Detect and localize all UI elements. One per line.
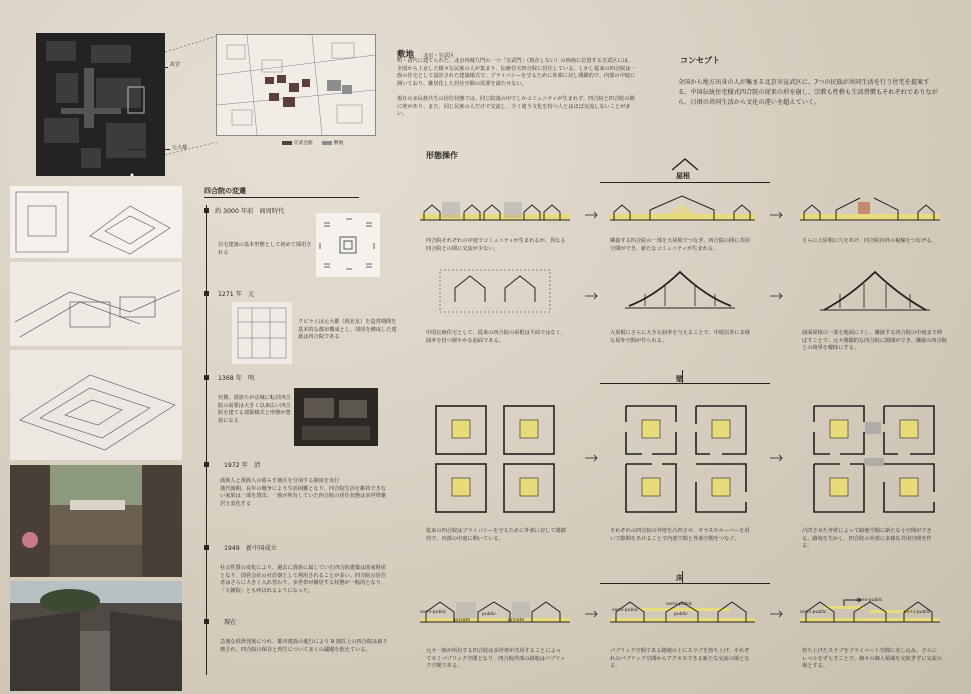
floor-caption-1: 元々一族が所有する四合院は多世帯が共用することによってセミパブリック空間となり、四合院外部の路地はパブリック空間である。 <box>426 648 566 670</box>
wall-caption-3: 凸凹させた外壁によって路地空間に新たな小空間ができる。路地を生かし、四合院の外部に多様な共用空間を作る。 <box>802 528 932 550</box>
wall-rule <box>600 383 770 384</box>
roof-section-3 <box>820 266 930 316</box>
tag-semi-public: semi-public <box>666 602 693 607</box>
sketch-lines <box>10 350 182 460</box>
wall-caption-1: 従来の四合院はプライバシーを守るために外部に対して閉鎖的で、内部の中庭に開いている。 <box>426 528 566 542</box>
timeline-era: 1949 新中国成立 <box>224 545 277 552</box>
satellite-texture <box>36 33 165 176</box>
timeline-era: 約 3000 年前 商周時代 <box>215 208 285 215</box>
map-grid <box>232 302 292 364</box>
site-plan-drawing <box>217 35 375 135</box>
legend-swatch-site <box>322 141 332 145</box>
roof-caption-5: 大屋根にさらに大きな曲率を与えることで、中庭以外に多様な屋外空間が作られる。 <box>610 330 750 344</box>
roof-diagram-3 <box>800 194 940 230</box>
arrow-icon <box>585 455 599 461</box>
site-subtitle: 北京・宣武区 <box>423 53 455 59</box>
arrow-icon <box>770 293 784 299</box>
arrow-icon <box>585 212 599 218</box>
label-yuandadu: 元大都 <box>172 145 188 151</box>
satellite-map <box>36 33 165 176</box>
label-gugong: 故宮 <box>170 62 181 68</box>
wall-diagram-1 <box>432 402 560 514</box>
roof-icon <box>670 156 700 172</box>
tag-private: private <box>454 618 471 623</box>
photo-shapes <box>10 465 182 577</box>
roof-caption-1: 四合院それぞれの中庭でコミュニティが生まれるが、異なる四合院との間に交流が少ない。 <box>426 238 566 252</box>
timeline-text: 急速な経済発展につれ、都市建設の進行により 9 割以上の四合院は取り壊され、四合院の保存と再生について多くの議題を抱えている。 <box>220 639 388 653</box>
bagua-diagram <box>316 213 380 277</box>
floor-rule <box>600 583 770 584</box>
history-title-rule <box>204 197 359 198</box>
timeline-text: 満族人と漢族人の暮らす地区を分別する制度を実行 漢代後期、長年の戦争により生活困難となり、四合院生活を維持できない家族は一部を貸出、一族が所有していた四合院の居住状態は多世帯雑居と変化する <box>220 478 387 507</box>
wall-caption-2: それぞれの四合院の外壁を凸凹させ、ガラスやルーバーを用いて隙間をあけることで内部空間と外部空間をつなぐ。 <box>610 528 750 542</box>
tag-semi-public: semi-public <box>904 610 931 615</box>
timeline-text: 住宅建築の基本形態として初めて採用される <box>218 242 312 256</box>
photo-shapes <box>10 581 182 691</box>
arrow-icon <box>770 455 784 461</box>
timeline-dot <box>204 545 209 550</box>
concept-body: 全国から地方出身の人が集まる北京市宣武区に、7つの民族が共同生活を行う住宅を提案する。中国伝統住宅様式四合院の従来の形を崩し、宗教も性格も生活習慣もそれぞれでありながら、日頃の共同生活から文化の違いを超えていく。 <box>678 79 938 106</box>
roof-section-1 <box>440 270 550 312</box>
roof-label: 屋根 <box>676 172 690 180</box>
timeline-era: 現在 <box>224 619 237 626</box>
legend-swatch-huikan <box>282 141 292 145</box>
timeline-dot <box>204 208 209 213</box>
site-body-2: 現在の多民族共生の居住状態では、同じ院落の中でしかコミュニティが生まれず、四合院と四合院の間に壁があり、また、同じ民族の人だけで交流し、全く違う文化を持つ人とはほぼ交流しないことが多い。 <box>397 96 635 118</box>
timeline-dot <box>204 375 209 380</box>
timeline-era: 1972 年 清 <box>224 462 261 469</box>
timeline-photo-ming <box>294 388 378 446</box>
roof-caption-4: 中国伝統住宅として、従来の四合院の屋根は平面ではなく、曲率を持つ緩やかな曲面である。 <box>426 330 566 344</box>
timeline-text: 社会性質の変化により、過去に貴族に属していた四合院建築は国家財産となり、国営会社の社員寮として利用されることが多い。四合院の居住者はさらに大きく入れ替わり、多世帯が雑居する状態が一般的となり、「大雑院」とも呼ばれるようになった。 <box>220 565 387 594</box>
tag-semi-public: semi-public <box>420 610 447 615</box>
tag-public: public <box>482 612 496 617</box>
timeline-text: クビライは元大都（現北京）を造営期間を基本的な都市構成とし、胡同を構成した建築は四合院である <box>298 319 397 341</box>
legend-huikan: 宣武会館 <box>293 141 313 146</box>
tag-semi-public: semi-public <box>856 598 883 603</box>
timeline-dot <box>204 291 209 296</box>
roof-rule <box>600 182 770 183</box>
floor-caption-3: 持ち上げたスラブをプライベート空間に差し込み、さらにレベルをずらすことで、個々の個人領域を完結ぎずに交流の場とする。 <box>802 648 942 670</box>
site-plan <box>216 34 376 136</box>
tag-public: public <box>674 612 688 617</box>
tag-private: private <box>508 618 525 623</box>
timeline-text: 官僚、貴族ちが京城に転居四合院の需要は大きく以来広い四合院を建てる建築様式と形態が豊富になる <box>218 395 291 424</box>
timeline-dot <box>204 462 209 467</box>
roof-caption-6: 曲面屋根の一部を地面に下し、隣接する四合院の中庭まで伸ばすことで、元々閉鎖的な四合院に隙間ができ、隣接の四合院との境界を曖昧にする。 <box>802 330 947 352</box>
floor-label: 床 <box>676 574 683 582</box>
timeline-era: 1271 年 元 <box>218 291 255 298</box>
floor-caption-2: パブリック空間である路地の上にスラブを持ち上げ、それぞれのパブリック空間からアクセスできる新たな交流の場となる。 <box>610 648 750 670</box>
tag-semi-public: semi-public <box>800 610 827 615</box>
arrow-icon <box>770 212 784 218</box>
timeline-axis <box>206 205 207 675</box>
timeline-map-yuan <box>232 302 292 364</box>
photo-courtyard-sketch <box>10 262 182 346</box>
roof-caption-3: さらに大屋根に穴をあけ、四合院内外の視線をつなげる。 <box>802 238 937 244</box>
sketch-lines <box>10 262 182 346</box>
arrow-icon <box>585 611 599 617</box>
sketch-lines <box>10 186 182 258</box>
operation-title: 形態操作 <box>426 151 458 160</box>
photo-plan-sketch <box>10 186 182 258</box>
wall-label: 壁 <box>676 375 683 383</box>
history-title: 四合院の変遷 <box>204 187 246 195</box>
wall-diagram-3 <box>810 402 940 514</box>
timeline-diagram <box>316 213 380 277</box>
site-title: 敷地 <box>397 50 415 60</box>
wall-diagram-2 <box>622 402 752 514</box>
photo-courtyard-color <box>10 465 182 577</box>
timeline-dot <box>204 619 209 624</box>
roof-diagram-1 <box>420 198 570 230</box>
site-body-1: 明・清代に建てられた、北京内城九門の一つ「宣武門」（現存しない）の西南に位置する宣武区には、全国から上京した様々な民族の人が集まり、伝統住宅四合院に居住している。しかし従来の四合院は一族の住宅として設計された建築様式で、プライバシーを守るために外部に対し閉鎖的で、内部の中庭に開いており、雑居化した居住空間の需要を満たせない。 <box>397 58 636 87</box>
roof-diagram-2 <box>610 194 755 230</box>
legend <box>282 139 343 146</box>
photo-rooftops <box>10 581 182 691</box>
leader-line <box>128 149 170 150</box>
legend-site: 敷地 <box>333 141 344 146</box>
tag-semi-public: semi-public <box>612 608 639 613</box>
photo-axonometric <box>10 350 182 460</box>
roof-section-2 <box>625 266 735 316</box>
photo-shapes <box>294 388 378 446</box>
concept-title: コンセプト <box>680 56 720 65</box>
timeline-era: 1368 年 明 <box>218 375 255 382</box>
arrow-icon <box>770 611 784 617</box>
arrow-icon <box>585 293 599 299</box>
roof-caption-2: 隣接する四合院の一部を大屋根でつなぎ、四合院の間に共同空間ができ、新たなコミュニティが生まれる。 <box>610 238 750 252</box>
